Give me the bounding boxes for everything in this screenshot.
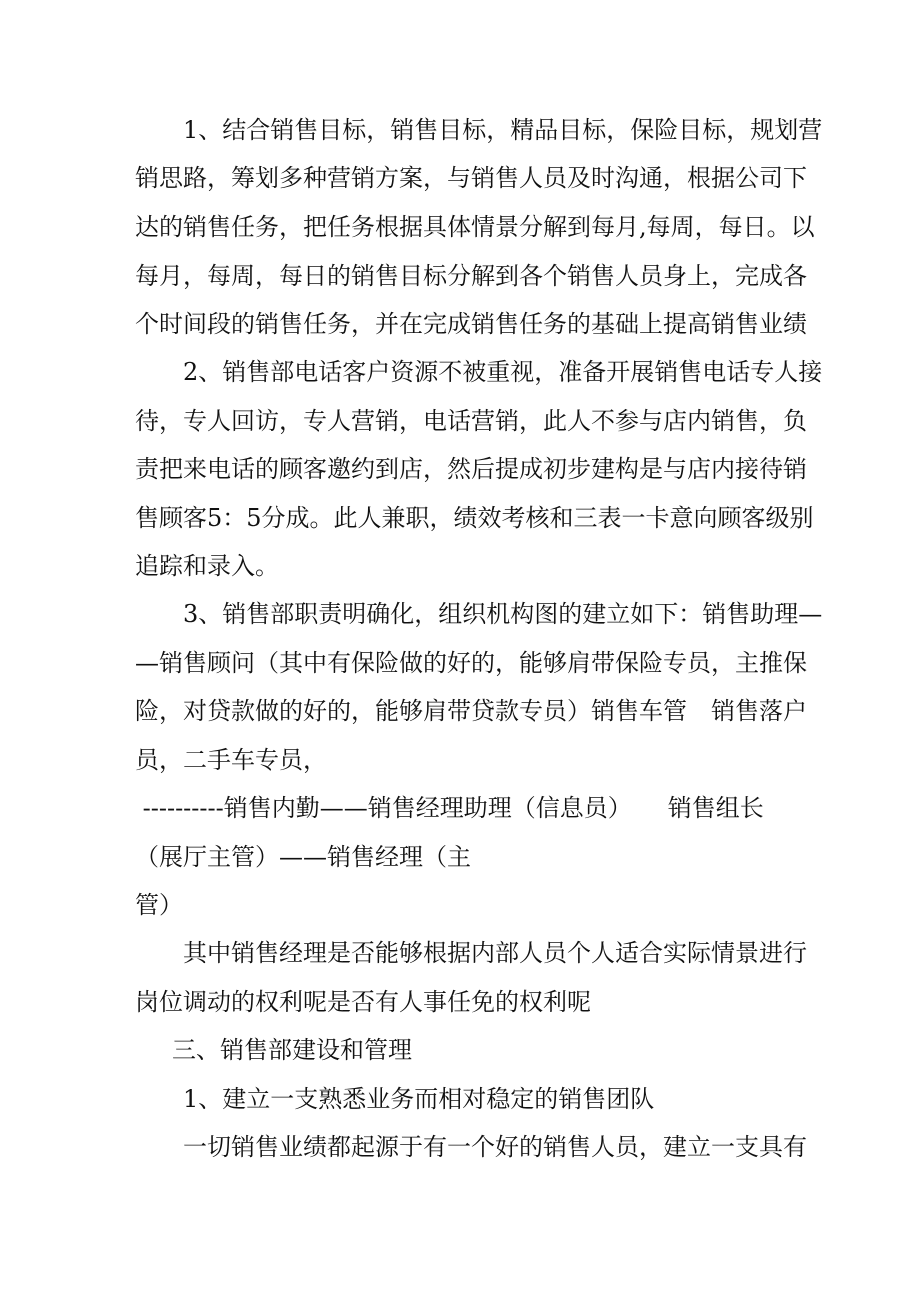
paragraph-1-line-1: 1、结合销售目标，销售目标，精品目标，保险目标，规划营 bbox=[183, 116, 823, 144]
subsection-heading: 1、建立一支熟悉业务而相对稳定的销售团队 bbox=[183, 1085, 655, 1113]
paragraph-4-line-1: 其中销售经理是否能够根据内部人员个人适合实际情景进行 bbox=[183, 939, 807, 967]
paragraph-4-line-2: 岗位调动的权利呢是否有人事任免的权利呢 bbox=[135, 988, 591, 1016]
paragraph-3-line-1: 3、销售部职责明确化，组织机构图的建立如下：销售助理— bbox=[183, 600, 823, 628]
paragraph-3-line-3: 险，对贷款做的好的，能够肩带贷款专员）销售车管 销售落户 bbox=[135, 697, 807, 725]
paragraph-2-line-4: 售顾客5：5分成。此人兼职，绩效考核和三表一卡意向顾客级别 bbox=[135, 504, 814, 532]
paragraph-5-line-1: 一切销售业绩都起源于有一个好的销售人员，建立一支具有 bbox=[183, 1133, 807, 1161]
paragraph-3-line-6: （展厅主管）——销售经理（主 bbox=[135, 843, 471, 871]
paragraph-2-line-5: 追踪和录入。 bbox=[135, 552, 279, 580]
paragraph-2-line-3: 责把来电话的顾客邀约到店，然后提成初步建构是与店内接待销 bbox=[135, 455, 807, 483]
paragraph-1-line-3: 达的销售任务，把任务根据具体情景分解到每月,每周，每日。以 bbox=[135, 213, 815, 241]
paragraph-1-line-2: 销思路，筹划多种营销方案，与销售人员及时沟通，根据公司下 bbox=[135, 164, 807, 192]
paragraph-3-line-4: 员，二手车专员， bbox=[135, 746, 327, 774]
section-heading: 三、销售部建设和管理 bbox=[172, 1036, 412, 1064]
paragraph-3-line-2: —销售顾问（其中有保险做的好的，能够肩带保险专员，主推保 bbox=[135, 649, 807, 677]
paragraph-3-line-5: ----------销售内勤——销售经理助理（信息员） 销售组长 bbox=[135, 794, 764, 822]
paragraph-2-line-2: 待，专人回访，专人营销，电话营销，此人不参与店内销售，负 bbox=[135, 407, 807, 435]
paragraph-2-line-1: 2、销售部电话客户资源不被重视，准备开展销售电话专人接 bbox=[183, 358, 823, 386]
paragraph-1-line-4: 每月，每周，每日的销售目标分解到各个销售人员身上，完成各 bbox=[135, 262, 807, 290]
paragraph-1-line-5: 个时间段的销售任务，并在完成销售任务的基础上提高销售业绩 bbox=[135, 310, 807, 338]
paragraph-3-line-7: 管） bbox=[135, 891, 183, 919]
